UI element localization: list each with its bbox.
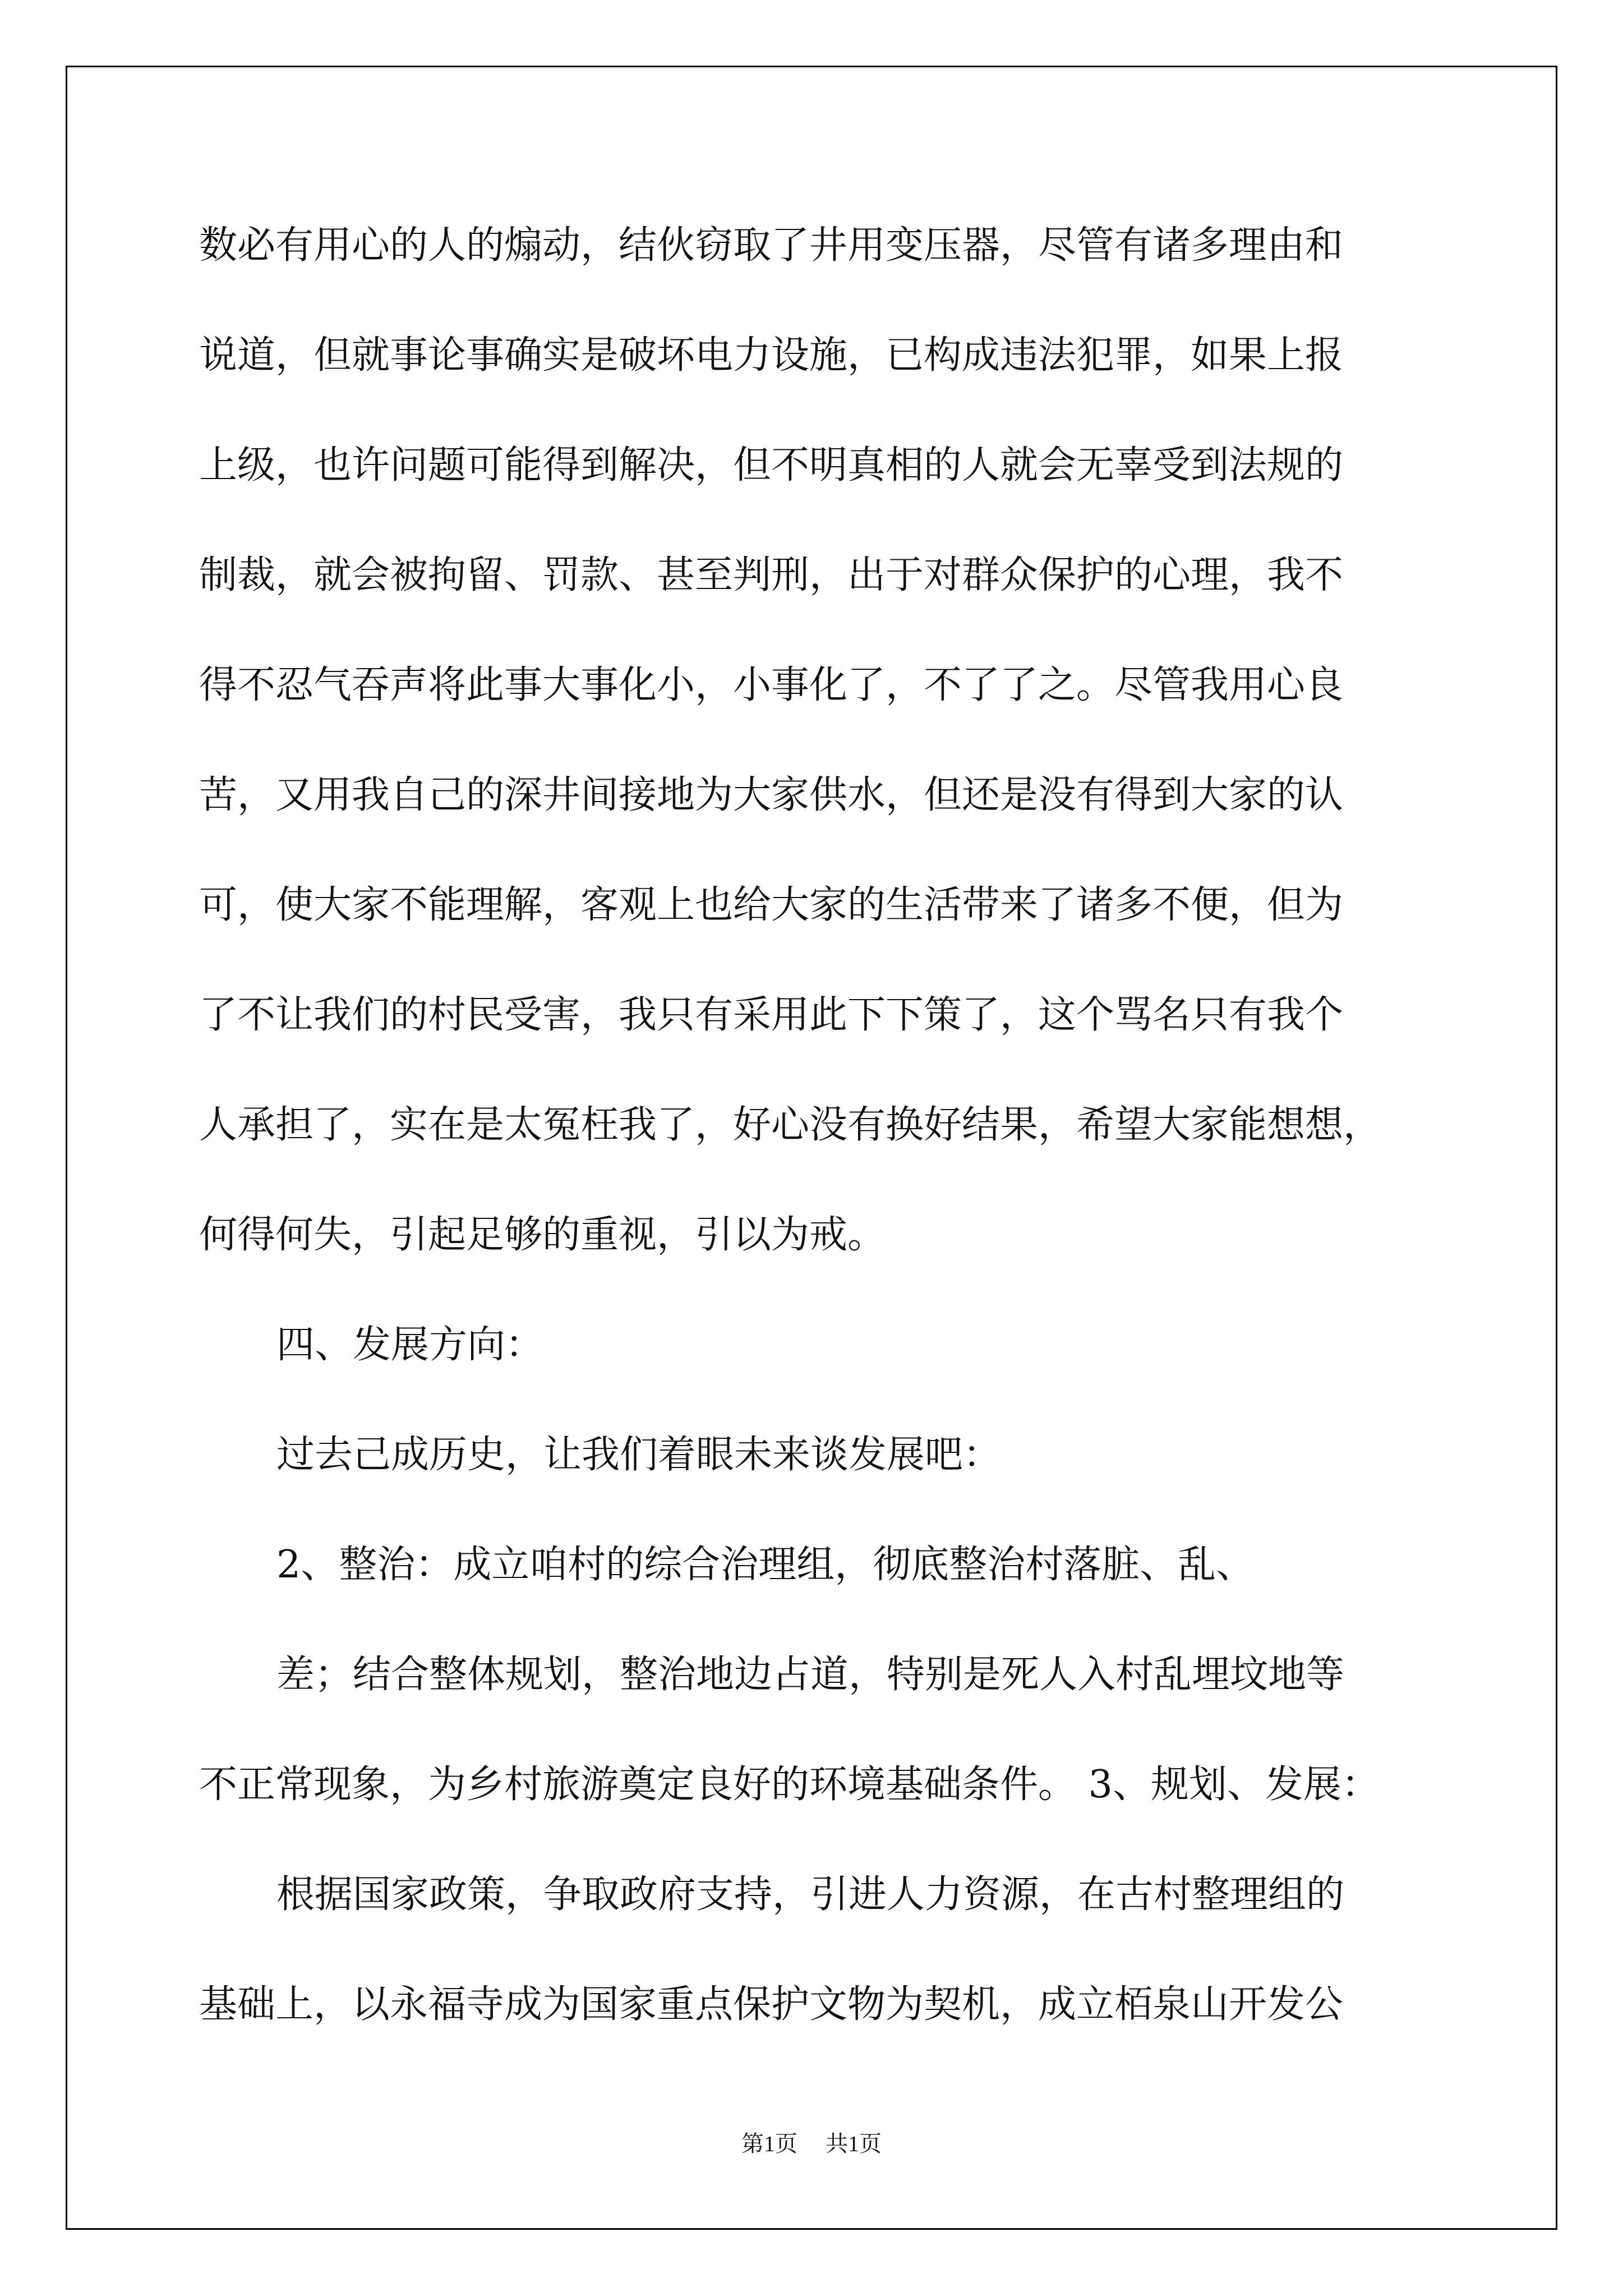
- section-heading: 四、发展方向：: [276, 1323, 544, 1367]
- text-line: 人承担了，实在是太冤枉我了，好心没有换好结果，希望大家能想想，: [199, 1103, 1382, 1147]
- text-line: 可，使大家不能理解，客观上也给大家的生活带来了诸多不便，但为: [199, 883, 1344, 927]
- page-total: 共1页: [826, 2131, 882, 2156]
- page-footer: [0, 2126, 1623, 2158]
- text-line: 过去己成历史，让我们着眼未来谈发展吧：: [276, 1433, 1002, 1477]
- document-body: [199, 191, 1467, 2060]
- text-line: 基础上，以永福寺成为国家重点保护文物为契机，成立栢泉山开发公: [199, 1982, 1344, 2027]
- text-line: 数必有用心的人的煽动，结伙窃取了井用变压器，尽管有诸多理由和: [199, 223, 1344, 268]
- text-line: 苦，又用我自己的深井间接地为大家供水，但还是没有得到大家的认: [199, 773, 1344, 817]
- text-line: 制裁，就会被拘留、罚款、甚至判刑，出于对群众保护的心理，我不: [199, 553, 1344, 597]
- text-line: 根据国家政策，争取政府支持，引进人力资源，在古村整理组的: [276, 1872, 1345, 1917]
- text-line: 何得何失，引起足够的重视，引以为戒。: [199, 1213, 886, 1257]
- text-line: 说道，但就事论事确实是破坏电力设施，已构成违法犯罪，如果上报: [199, 333, 1344, 378]
- text-line: 差；结合整体规划，整治地边占道，特别是死人入村乱埋坟地等: [276, 1653, 1345, 1697]
- text-line: 了不让我们的村民受害，我只有采用此下下策了，这个骂名只有我个: [199, 993, 1344, 1037]
- page-number: 第1页: [741, 2131, 797, 2156]
- list-item: 2、整治：成立咱村的综合治理组，彻底整治村落脏、乱、: [276, 1543, 1255, 1587]
- text-line: 得不忍气吞声将此事大事化小，小事化了，不了了之。尽管我用心良: [199, 663, 1344, 707]
- text-line: 不正常现象，为乡村旅游奠定良好的环境基础条件。 3、规划、发展：: [199, 1763, 1380, 1807]
- text-line: 上级，也许问题可能得到解决，但不明真相的人就会无辜受到法规的: [199, 443, 1344, 487]
